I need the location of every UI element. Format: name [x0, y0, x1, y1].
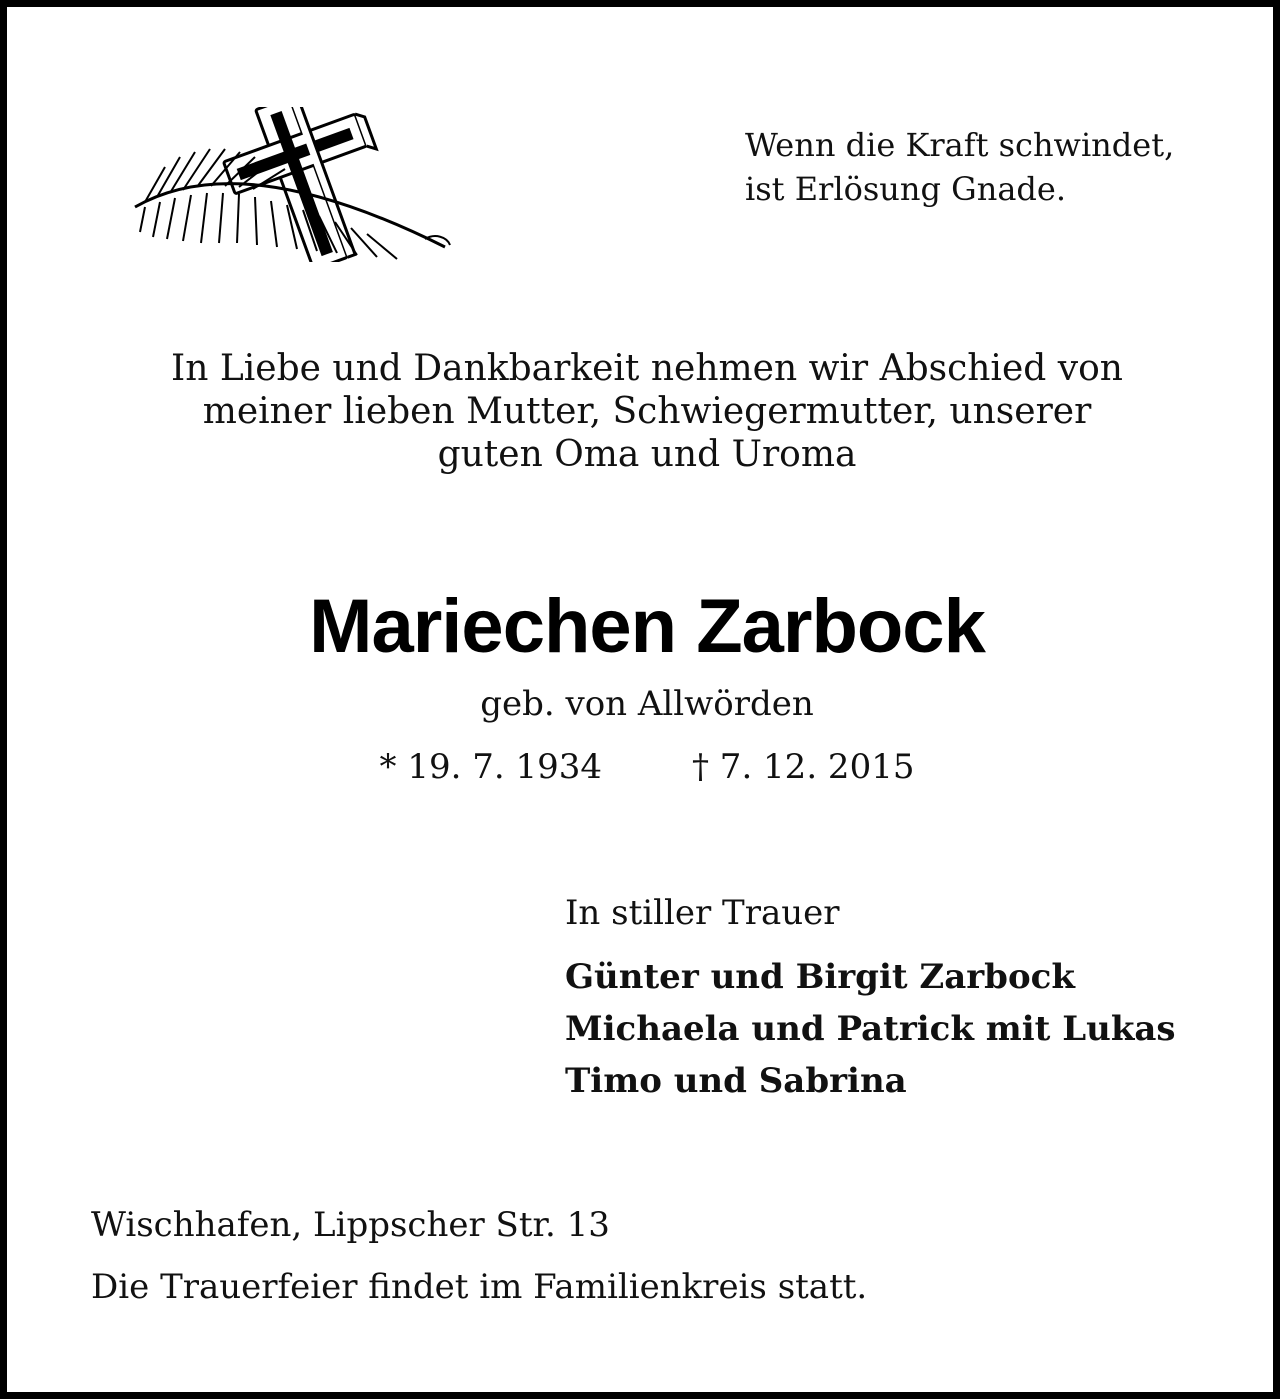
death-date: † 7. 12. 2015 — [692, 747, 915, 787]
farewell-line: meiner lieben Mutter, Schwiegermutter, unserer — [202, 391, 1092, 432]
mourner-entry: Günter und Birgit Zarbock — [565, 957, 1075, 997]
farewell-line: guten Oma und Uroma — [437, 434, 857, 475]
mourner-entry: Michaela und Patrick mit Lukas — [565, 1009, 1176, 1049]
mourner-entry: Timo und Sabrina — [565, 1061, 907, 1101]
address: Wischhafen, Lippscher Str. 13 — [91, 1205, 610, 1245]
maiden-name: geb. von Allwörden — [480, 684, 814, 724]
birth-date: * 19. 7. 1934 — [379, 747, 602, 787]
motto — [745, 123, 1174, 211]
deceased-name: Mariechen Zarbock — [309, 584, 985, 669]
farewell-line: In Liebe und Dankbarkeit nehmen wir Abschied von — [171, 348, 1123, 389]
motto-line: Wenn die Kraft schwindet, — [745, 126, 1175, 164]
mourning-label: In stiller Trauer — [565, 893, 840, 933]
motto-line: ist Erlösung Gnade. — [745, 170, 1066, 208]
farewell-text — [7, 347, 1280, 476]
cross-with-palm-branch-icon — [125, 107, 455, 262]
life-dates — [7, 745, 1280, 789]
mourners-list — [565, 951, 1176, 1107]
funeral-notice: Die Trauerfeier findet im Familienkreis statt. — [91, 1267, 868, 1307]
